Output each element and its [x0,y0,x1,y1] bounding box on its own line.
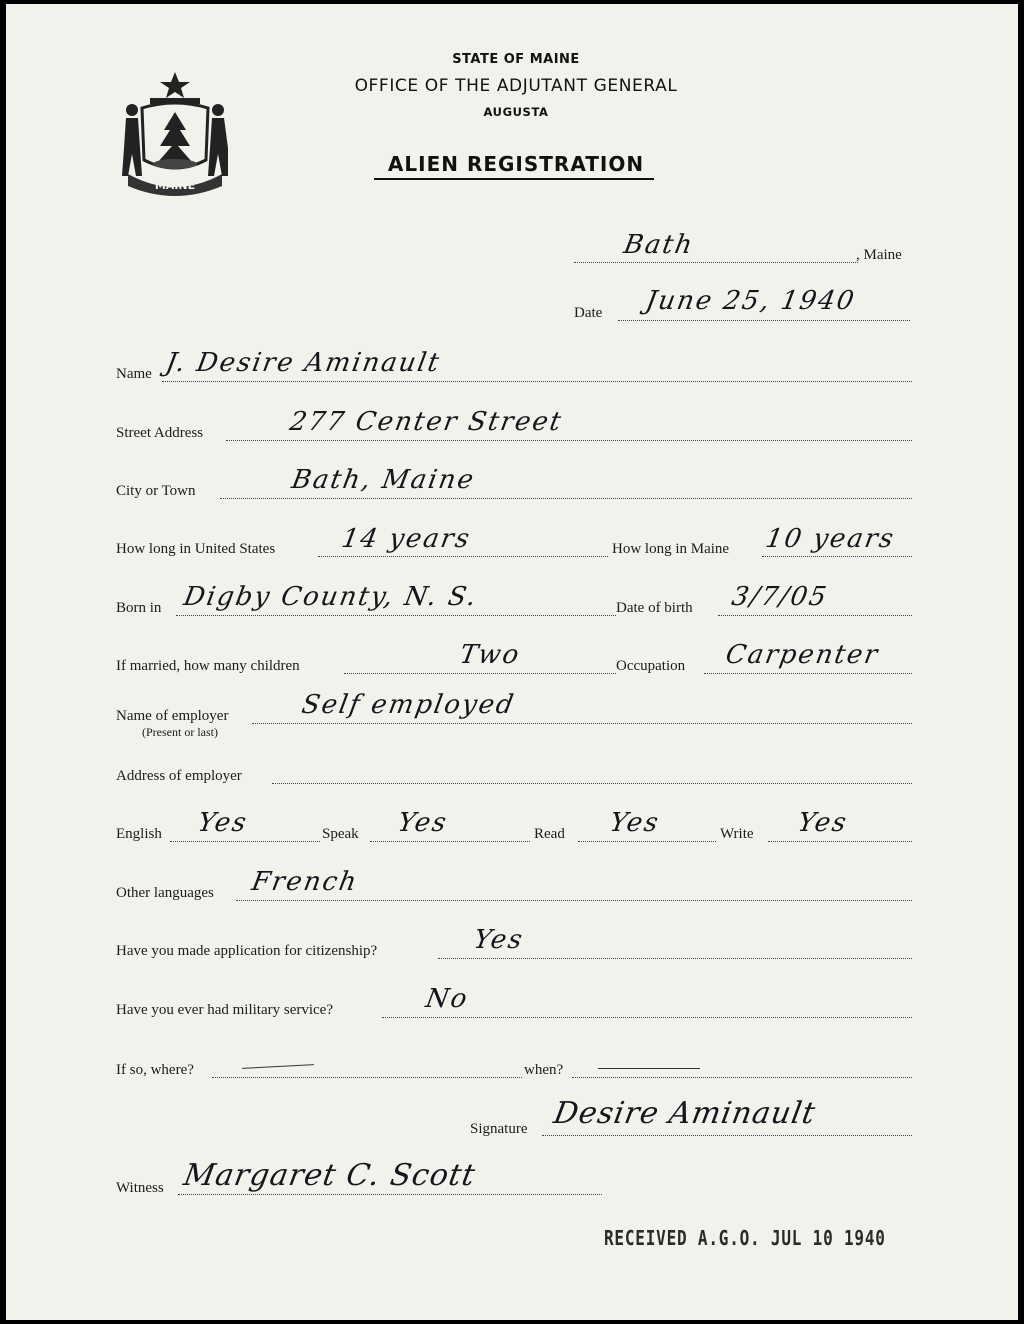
write-line [768,841,912,842]
maine-duration-label: How long in Maine [612,541,730,557]
signature-label: Signature [470,1121,528,1137]
signature-line [542,1135,912,1136]
employer-label: Name of employer [116,708,229,724]
office-heading: OFFICE OF THE ADJUTANT GENERAL [354,76,678,96]
occupation-label: Occupation [616,658,686,674]
when-label: when? [524,1062,564,1078]
street-label: Street Address [116,425,204,441]
employer-note: (Present or last) [142,725,218,739]
date-value: June 25, 1940 [643,286,859,316]
seal-lettering: MAINE [154,179,196,192]
date-line [618,320,910,321]
other-languages-value: French [249,867,361,897]
dob-value: 3/7/05 [729,582,831,612]
us-duration-line [318,556,608,557]
english-value: Yes [195,808,251,838]
read-line [578,841,716,842]
born-line [176,615,616,616]
signature-value: Desire Aminault [550,1096,819,1131]
employer-address-line [272,783,912,784]
dob-label: Date of birth [616,600,693,616]
write-value: Yes [795,808,851,838]
city-label: City or Town [116,483,196,499]
citizenship-line [438,958,912,959]
military-value: No [423,984,472,1014]
occupation-line [704,673,912,674]
witness-value: Margaret C. Scott [180,1158,479,1193]
dob-line [718,615,912,616]
write-label: Write [720,826,754,842]
speak-label: Speak [322,826,359,842]
place-suffix: , Maine [856,247,902,263]
name-label: Name [116,366,152,382]
where-label: If so, where? [116,1062,194,1078]
where-line [212,1077,522,1078]
city-line [220,498,912,499]
when-line [572,1077,912,1078]
speak-value: Yes [395,808,451,838]
speak-line [370,841,530,842]
born-value: Digby County, N. S. [181,582,481,612]
military-label: Have you ever had military service? [116,1002,333,1018]
us-duration-value: 14 years [339,524,474,554]
citizenship-value: Yes [471,925,527,955]
born-label: Born in [116,600,162,616]
english-line [170,841,320,842]
city-heading: AUGUSTA [483,105,549,119]
when-dash [598,1068,700,1069]
read-label: Read [534,826,565,842]
street-value: 277 Center Street [287,407,566,437]
read-value: Yes [607,808,663,838]
children-label: If married, how many children [116,658,300,674]
employer-address-label: Address of employer [116,768,242,784]
state-heading: STATE OF MAINE [452,52,580,67]
other-languages-line [236,900,912,901]
citizenship-label: Have you made application for citizenship? [116,943,378,959]
place-value: Bath [621,230,697,260]
city-value: Bath, Maine [289,465,478,495]
street-line [226,440,912,441]
other-languages-label: Other languages [116,885,214,901]
children-value: Two [457,640,523,670]
employer-line [252,723,912,724]
maine-duration-value: 10 years [763,524,898,554]
registration-form-page [6,4,1018,1320]
where-dash [242,1064,314,1069]
place-line [574,262,858,263]
occupation-value: Carpenter [723,640,882,670]
employer-value: Self employed [299,690,518,720]
form-title: ALIEN REGISTRATION [387,152,645,176]
witness-label: Witness [116,1180,164,1196]
date-label: Date [574,305,603,321]
received-stamp: RECEIVED A.G.O. JUL 10 1940 [604,1226,886,1250]
name-line [162,381,912,382]
english-label: English [116,826,162,842]
military-line [382,1017,912,1018]
witness-line [178,1194,602,1195]
name-value: J. Desire Aminault [163,348,444,378]
title-underline [374,178,654,180]
us-duration-label: How long in United States [116,541,276,557]
maine-duration-line [762,556,912,557]
children-line [344,673,616,674]
